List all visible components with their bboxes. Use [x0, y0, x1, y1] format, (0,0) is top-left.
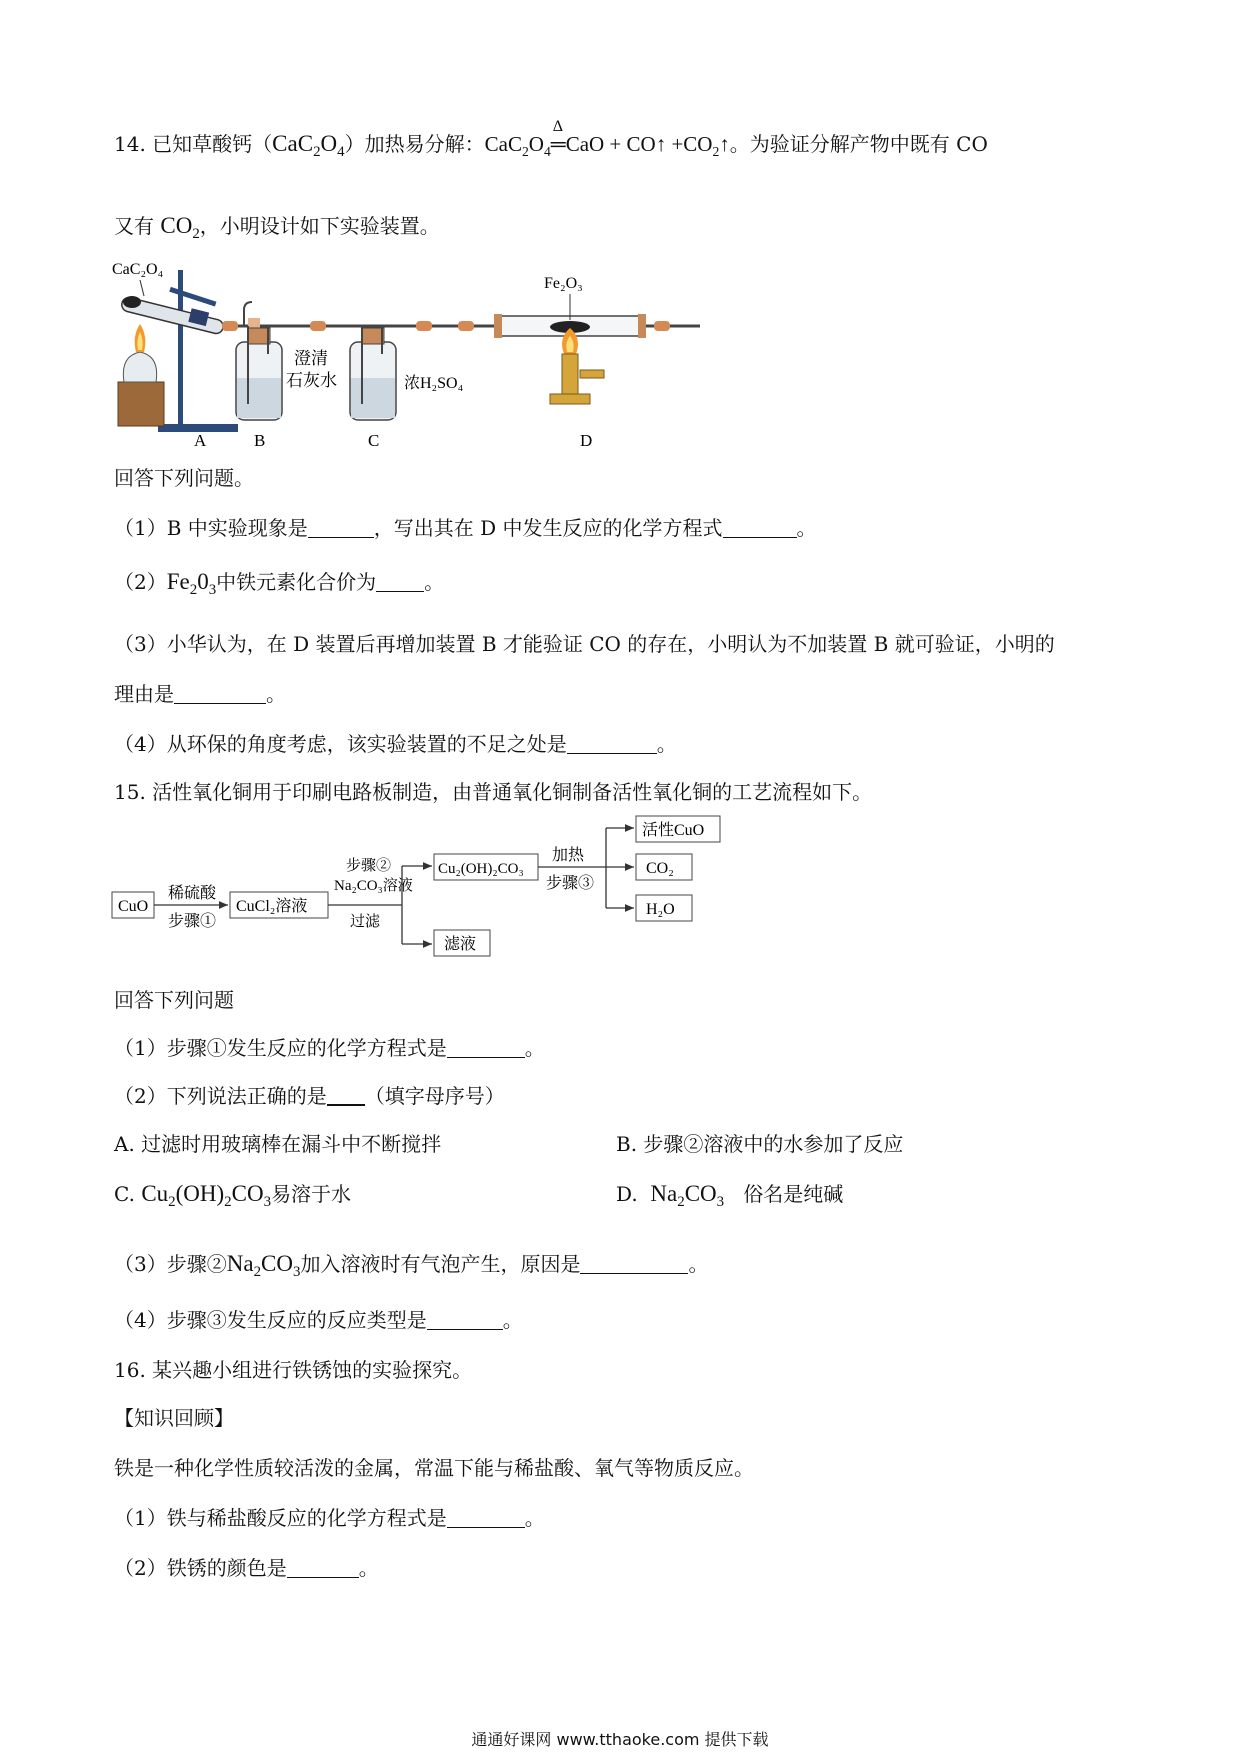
svg-text:CuO: CuO: [118, 898, 149, 915]
arrow2-top1: 步骤②: [346, 858, 392, 874]
arrow3-top: 加热: [552, 847, 585, 864]
arrow3-bottom: 步骤③: [546, 875, 595, 892]
q16-sub1: （1）铁与稀盐酸反应的化学方程式是 。: [114, 1506, 545, 1530]
label-d: D: [580, 431, 593, 450]
q14-sub3-line2: 理由是 。: [114, 682, 286, 706]
label-h2so4: 浓H₂SO₄: [404, 375, 464, 392]
arrow2-top2: Na₂CO₃溶液: [334, 878, 413, 894]
q16-section-heading: 【知识回顾】: [114, 1406, 234, 1430]
na2co3-formula: $Na_2CO_3$: [226, 1251, 301, 1281]
basic-copper-carbonate-formula: $Cu_2(OH)_2CO_3$: [141, 1181, 272, 1211]
q14-line2: 又有 $CO_2$，小明设计如下实验装置。: [114, 213, 440, 243]
caco-formula: $CaC_2O_4$: [272, 131, 345, 161]
q15-option-d[interactable]: D. $Na_2CO_3$ 俗名是纯碱: [616, 1181, 844, 1211]
sodium-carbonate-formula: $Na_2CO_3$: [650, 1181, 725, 1211]
limewater-bottle: [236, 302, 282, 420]
q15-blank-4[interactable]: [427, 1311, 503, 1330]
q14-blank-4[interactable]: [174, 685, 266, 704]
q15-blank-1[interactable]: [447, 1039, 525, 1058]
iron-stand: [158, 270, 238, 432]
alcohol-lamp: [118, 324, 164, 426]
heat-condition: Δ ═: [550, 118, 566, 156]
svg-text:Cu₂(OH)₂CO₃: Cu₂(OH)₂CO₃: [438, 861, 524, 877]
q16-blank-2[interactable]: [287, 1559, 359, 1578]
q15-sub1: （1）步骤①发生反应的化学方程式是 。: [114, 1036, 545, 1060]
label-limewater-1: 澄清: [294, 349, 328, 368]
co2-formula: $CO_2$: [160, 213, 200, 243]
label-c: C: [368, 431, 380, 450]
q14-sub2: $(2)Fe_20_3$中铁元素化合价为 。: [114, 569, 445, 599]
q14-sub1: （1）B 中实验现象是 ，写出其在 D 中发生反应的化学方程式 。: [114, 516, 817, 540]
q15-answer-prompt: 回答下列问题: [114, 988, 234, 1012]
arrow1-top: 稀硫酸: [168, 885, 217, 902]
svg-text:滤液: 滤液: [444, 936, 477, 953]
arrow2-bottom: 过滤: [350, 914, 381, 930]
q14-blank-2[interactable]: [723, 519, 797, 538]
q14-sub3-line1: （3）小华认为，在 D 装置后再增加装置 B 才能验证 CO 的存在，小明认为不加装置 B 就可验证，小明的: [114, 632, 1055, 656]
q15-option-b[interactable]: B. 步骤②溶液中的水参加了反应: [616, 1132, 904, 1156]
gas-burner: [550, 328, 604, 404]
q15-option-a[interactable]: A. 过滤时用玻璃棒在漏斗中不断搅拌: [114, 1132, 442, 1156]
q16-intro: 铁是一种化学性质较活泼的金属，常温下能与稀盐酸、氧气等物质反应。: [114, 1456, 754, 1480]
apparatus-figure: [110, 258, 710, 453]
q14-answer-prompt: 回答下列问题。: [114, 466, 254, 490]
q15-blank-3[interactable]: [580, 1255, 688, 1274]
label-a: A: [194, 431, 207, 450]
label-fe2o3: Fe₂O₃: [544, 275, 583, 292]
q15-sub2: （2）下列说法正确的是 （填字母序号）: [114, 1084, 505, 1108]
arrow1-bottom: 步骤①: [168, 913, 217, 930]
q14-intro: 14. 已知草酸钙$(CaC_2O_4)$加热易分解：$CaC_2O_4$ Δ ═CaO + CO↑ $+CO_2↑$。为验证分解产物中既有 CO: [114, 118, 988, 161]
decomposition-equation: $CaC_2O_4$ Δ ═CaO + CO↑ $+CO_2↑$: [484, 118, 730, 159]
fe2o3-formula: $Fe_20_3$: [166, 569, 217, 599]
q14-sub4: （4）从环保的角度考虑，该实验装置的不足之处是 。: [114, 732, 677, 756]
q15-title: 15. 活性氧化铜用于印刷电路板制造，由普通氧化铜制备活性氧化铜的工艺流程如下。: [114, 780, 873, 804]
q16-sub2: （2）铁锈的颜色是 。: [114, 1556, 379, 1580]
process-flowchart: [110, 808, 810, 968]
q15-sub4: （4）步骤③发生反应的反应类型是 。: [114, 1308, 523, 1332]
svg-text:H₂O: H₂O: [646, 901, 675, 918]
q14-blank-1[interactable]: [308, 519, 374, 538]
page-footer: 通通好课网 www.tthaoke.com 提供下载: [471, 1730, 769, 1749]
q14-blank-3[interactable]: [376, 573, 424, 592]
q15-blank-2[interactable]: [327, 1086, 365, 1106]
svg-text:活性CuO: 活性CuO: [642, 822, 705, 839]
q14-blank-5[interactable]: [567, 735, 657, 754]
label-b: B: [254, 431, 266, 450]
label-caco: CaC₂O₄: [112, 261, 164, 278]
svg-text:CuCl₂溶液: CuCl₂溶液: [236, 898, 308, 915]
q16-blank-1[interactable]: [447, 1509, 525, 1528]
h2so4-bottle: [350, 326, 396, 420]
q16-title: 16. 某兴趣小组进行铁锈蚀的实验探究。: [114, 1358, 473, 1382]
q15-option-c[interactable]: C. $Cu_2(OH)_2CO_3$易溶于水: [114, 1181, 352, 1211]
q15-sub3: （3）步骤$②Na_2CO_3$加入溶液时有气泡产生，原因是 。: [114, 1251, 709, 1281]
svg-text:CO₂: CO₂: [646, 860, 674, 877]
label-limewater-2: 石灰水: [286, 371, 337, 390]
